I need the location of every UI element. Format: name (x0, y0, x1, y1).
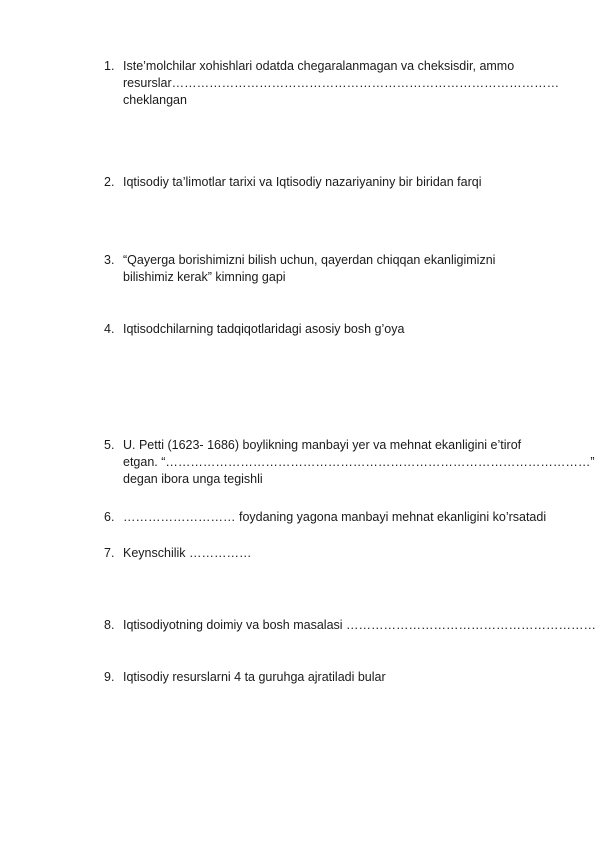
question-number: 7. (104, 546, 115, 560)
question-number: 3. (104, 253, 115, 267)
question-line: degan ibora unga tegishli (123, 472, 263, 486)
question-3 (104, 252, 564, 286)
question-line: Iste’molchilar xohishlari odatda chegaralanmagan va cheksisdir, ammo (123, 59, 515, 73)
question-6 (104, 509, 564, 526)
question-9 (104, 669, 564, 686)
question-text (123, 321, 564, 338)
question-line: Keynschilik …………… (123, 546, 252, 560)
question-8 (104, 617, 596, 634)
question-number: 9. (104, 670, 115, 684)
question-line: U. Petti (1623- 1686) boylikning manbayi yer va mehnat ekanligini e’tirof (123, 438, 522, 452)
question-line: resurslar………………………………………………………………………………… (123, 76, 560, 90)
question-text (123, 252, 564, 286)
question-number: 2. (104, 175, 115, 189)
question-number: 6. (104, 510, 115, 524)
question-text (123, 545, 564, 562)
question-text (123, 174, 564, 191)
question-line: “Qayerga borishimizni bilish uchun, qayerdan chiqqan ekanligimizni (123, 253, 496, 267)
question-number: 1. (104, 59, 115, 73)
question-text (123, 58, 564, 109)
question-line: bilishimiz kerak” kimning gapi (123, 270, 286, 284)
question-line: etgan. “…………………………………………………………………………………………” (123, 455, 595, 469)
question-number: 8. (104, 618, 115, 632)
question-1 (104, 58, 564, 109)
question-4 (104, 321, 564, 338)
question-number: 5. (104, 438, 115, 452)
question-line: Iqtisodiy ta’limotlar tarixi va Iqtisodiy nazariyaniny bir biridan farqi (123, 175, 482, 189)
question-line: Iqtisodiyotning doimiy va bosh masalasi …………………………………………………… (123, 618, 596, 632)
question-line: Iqtisodiy resurslarni 4 ta guruhga ajratiladi bular (123, 670, 386, 684)
question-line: cheklangan (123, 93, 187, 107)
question-text (123, 669, 564, 686)
question-line: ……………………… foydaning yagona manbayi mehnat ekanligini ko’rsatadi (123, 510, 547, 524)
question-number: 4. (104, 322, 115, 336)
question-text (123, 437, 595, 488)
question-2 (104, 174, 564, 191)
question-5 (104, 437, 595, 488)
question-text (123, 509, 564, 526)
question-text (123, 617, 596, 634)
question-line: Iqtisodchilarning tadqiqotlaridagi asosiy bosh g’oya (123, 322, 405, 336)
question-7 (104, 545, 564, 562)
